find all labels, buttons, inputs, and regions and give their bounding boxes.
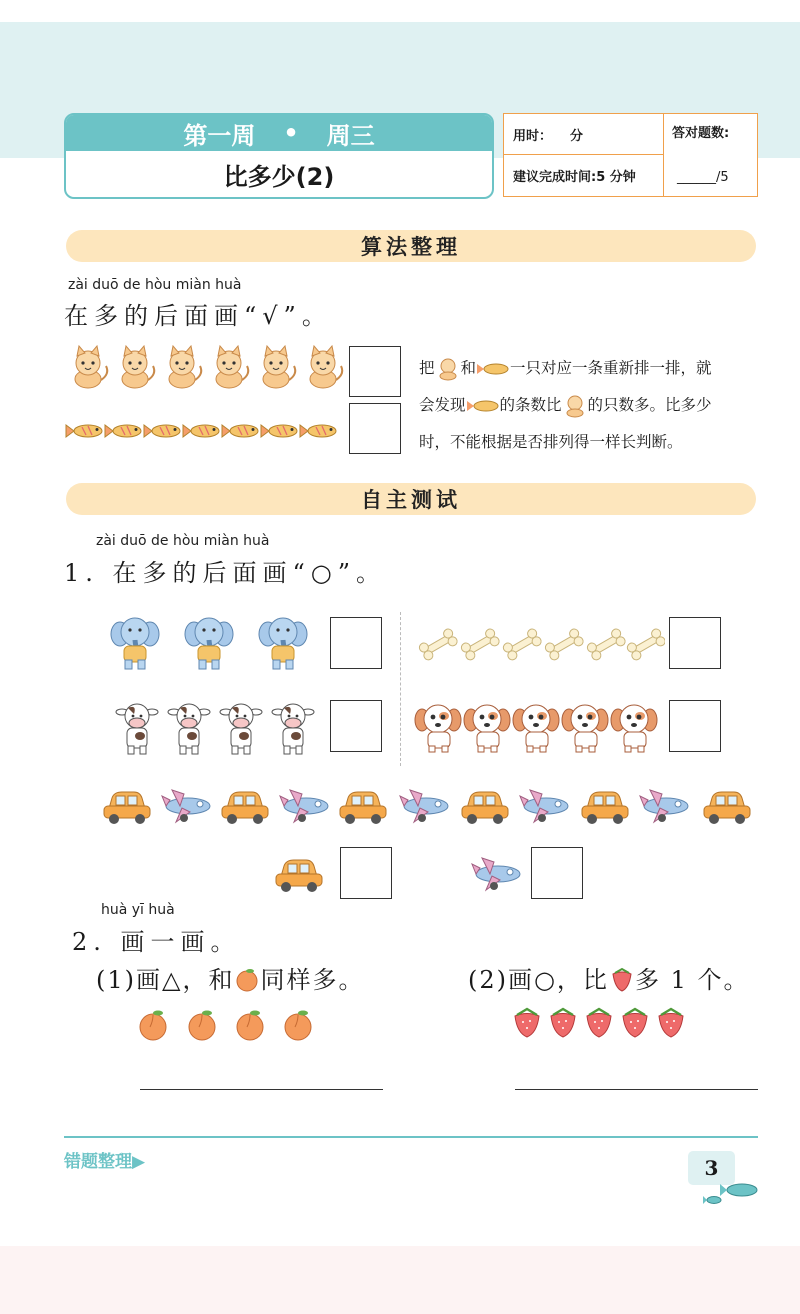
cats-and-fish-illustration <box>64 340 344 450</box>
pinyin-line: huà yī huà <box>101 902 175 918</box>
footer-divider <box>64 1136 758 1138</box>
week-bar <box>66 115 492 151</box>
fish-icon <box>466 398 500 414</box>
bones-and-dogs-illustration <box>410 612 665 762</box>
explanation-paragraph <box>419 350 759 461</box>
cars-and-planes-row <box>100 780 760 830</box>
cat-icon <box>562 394 588 418</box>
info-table <box>503 113 758 197</box>
q2-1-text-b: 同样多。 <box>260 966 365 994</box>
question-2-1 <box>96 960 364 995</box>
cat-icon <box>435 357 461 381</box>
error-review-label: 错题整理▶ <box>64 1152 146 1172</box>
separator-dot: • <box>283 119 299 147</box>
section-title-algorithm: 算法整理 <box>66 230 756 262</box>
answer-box-fish[interactable] <box>349 403 401 454</box>
week-label: 第一周 <box>183 121 256 150</box>
explain-text-2: 和 <box>460 359 477 377</box>
page-number: 3 <box>688 1151 735 1185</box>
pinyin-line: zài duō de hòu miàn huà <box>96 533 270 549</box>
suggest-time: 建议完成时间:5 分钟 <box>504 155 664 196</box>
answer-box-bones[interactable] <box>669 617 721 669</box>
answer-line-2[interactable] <box>515 1089 758 1090</box>
instruction: 在多的后面画“√”。 <box>64 302 332 330</box>
section-title-self-test: 自主测试 <box>66 483 756 515</box>
answer-box-planes[interactable] <box>531 847 583 899</box>
time-used-cell <box>504 114 664 155</box>
divider-dashed <box>400 612 401 766</box>
plane-icon <box>468 850 528 895</box>
explain-text-4: 会发现 <box>419 396 466 414</box>
explain-text-3: 一只对应一条重新排一排，就 <box>510 359 712 377</box>
question-2-2 <box>468 960 749 995</box>
lesson-title: 比多少(2) <box>223 162 335 191</box>
day-label: 周三 <box>326 121 375 150</box>
answer-box-cats[interactable] <box>349 346 401 397</box>
bottom-band <box>0 1246 800 1314</box>
explain-text-6: 的只数多。比多少 <box>587 396 712 414</box>
answer-box-cows[interactable] <box>330 700 382 752</box>
pinyin-line: zài duō de hòu miàn huà <box>68 277 242 293</box>
lesson-header <box>64 113 494 199</box>
answer-line-1[interactable] <box>140 1089 383 1090</box>
time-unit: 分 <box>570 128 584 144</box>
strawberries-row <box>510 1005 690 1041</box>
correct-label: 答对题数: <box>672 126 730 141</box>
answer-box-dogs[interactable] <box>669 700 721 752</box>
car-icon <box>270 850 330 895</box>
explain-text-5: 的条数比 <box>499 396 562 414</box>
score-blank: ______/5 <box>677 170 729 185</box>
question-1: 1. 在多的后面画“○”。 <box>64 559 387 587</box>
q2-1-text-a: (1)画△，和 <box>96 966 235 994</box>
strawberry-icon <box>609 966 635 992</box>
peaches-row <box>136 1005 326 1045</box>
fish-icon <box>476 361 510 377</box>
peach-icon <box>234 966 260 992</box>
fish-decoration-icon <box>702 1180 764 1208</box>
explain-text-1: 把 <box>419 359 435 377</box>
explain-text-7: 时，不能根据是否排列得一样长判断。 <box>419 433 683 451</box>
q2-2-text-a: (2)画○，比 <box>468 966 609 994</box>
answer-box-elephants[interactable] <box>330 617 382 669</box>
answer-box-cars[interactable] <box>340 847 392 899</box>
question-2: 2. 画一画。 <box>72 928 241 956</box>
q2-2-text-b: 多 1 个。 <box>634 966 750 994</box>
time-used-label: 用时： <box>513 128 553 144</box>
